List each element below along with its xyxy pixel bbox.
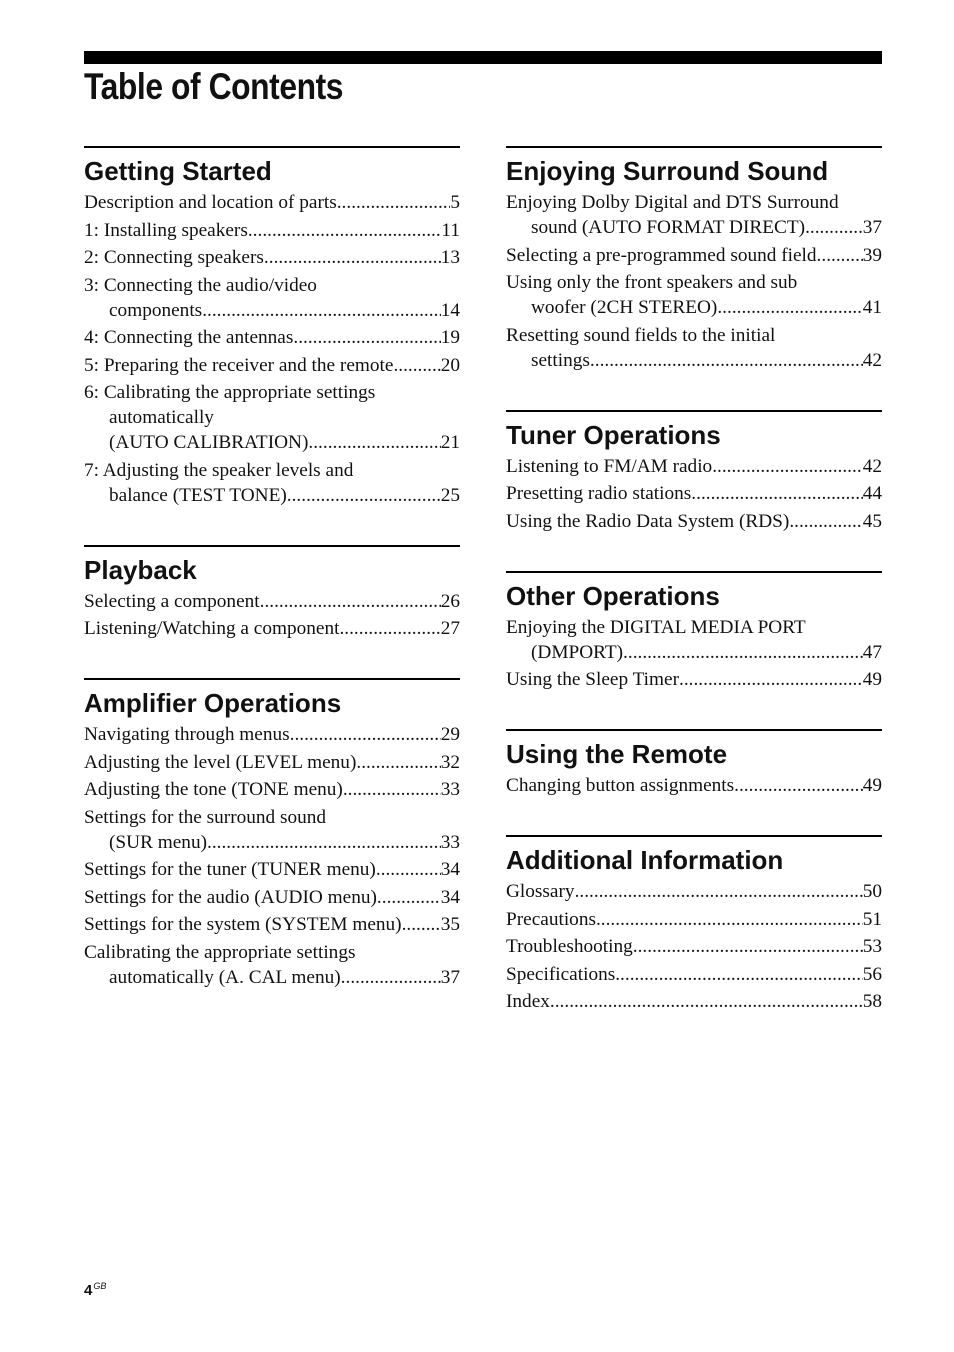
- toc-entry-text: Resetting sound fields to the initial: [506, 324, 776, 346]
- toc-entry-page: 14: [440, 299, 460, 321]
- toc-entry-page: 44: [862, 483, 882, 504]
- dot-leader: [308, 430, 440, 455]
- toc-entry-page: 20: [440, 354, 460, 376]
- dot-leader: [356, 750, 440, 775]
- toc-entry-page: 49: [862, 775, 882, 796]
- toc-entry-line: [84, 218, 460, 243]
- toc-section-additional-information: [506, 835, 882, 1014]
- toc-column-right: [506, 146, 882, 1051]
- toc-entry-line: [84, 458, 460, 483]
- dot-leader: [717, 295, 862, 320]
- section-title: Enjoying Surround Sound: [506, 156, 829, 186]
- toc-entry-page: 26: [440, 590, 460, 612]
- toc-entry[interactable]: [506, 989, 882, 1014]
- toc-entry-text: Troubleshooting: [506, 936, 633, 957]
- dot-leader: [207, 830, 441, 855]
- toc-entry-text: Settings for the tuner (TUNER menu): [84, 859, 376, 880]
- toc-entry-page: 47: [862, 641, 882, 663]
- toc-entry-text: Navigating through menus: [84, 724, 290, 745]
- toc-entry[interactable]: [506, 454, 882, 479]
- toc-entry[interactable]: [506, 243, 882, 268]
- toc-entry-line: [84, 912, 460, 937]
- toc-entry-text: (SUR menu): [109, 831, 208, 853]
- toc-entry-text: Index: [506, 991, 550, 1012]
- toc-entry[interactable]: [84, 722, 460, 747]
- toc-section-tuner-operations: [506, 410, 882, 534]
- toc-entry-list: [84, 589, 460, 642]
- toc-entry-line: [506, 615, 882, 640]
- dot-leader: [575, 879, 863, 904]
- toc-entry[interactable]: [506, 509, 882, 534]
- toc-entry-line: [506, 215, 882, 240]
- toc-entry-text: Settings for the system (SYSTEM menu): [84, 914, 402, 935]
- dot-leader: [393, 353, 440, 378]
- toc-entry-text: woofer (2CH STEREO): [531, 297, 718, 318]
- toc-entry-list: [506, 773, 882, 798]
- toc-entry-text: (DMPORT): [531, 641, 624, 663]
- toc-entry-page: 37: [862, 217, 882, 238]
- dot-leader: [789, 509, 862, 534]
- dot-leader: [202, 298, 441, 323]
- toc-entry[interactable]: [84, 325, 460, 350]
- dot-leader: [343, 777, 441, 802]
- toc-entry[interactable]: [84, 273, 460, 323]
- toc-entry-list: [84, 722, 460, 990]
- toc-entry[interactable]: [84, 380, 460, 455]
- dot-leader: [341, 965, 441, 990]
- toc-entry[interactable]: [506, 270, 882, 320]
- section-title: Getting Started: [84, 156, 272, 186]
- toc-entry-line: [84, 777, 460, 802]
- toc-entry-page: 19: [440, 327, 460, 348]
- toc-entry-text: 4: Connecting the antennas: [84, 327, 294, 348]
- toc-entry[interactable]: [84, 777, 460, 802]
- toc-entry-line: [506, 934, 882, 959]
- toc-entry-page: 41: [862, 297, 882, 318]
- toc-entry-line: [506, 190, 882, 215]
- toc-entry-line: [506, 962, 882, 987]
- dot-leader: [293, 325, 440, 350]
- toc-entry-text: Selecting a pre-programmed sound field: [506, 244, 817, 266]
- toc-section-playback: [84, 545, 460, 642]
- toc-entry-text: 3: Connecting the audio/video: [84, 274, 317, 296]
- toc-entry-page: 13: [440, 247, 460, 268]
- toc-entry-text: 7: Adjusting the speaker levels and: [84, 459, 354, 481]
- toc-entry-list: [506, 454, 882, 534]
- toc-entry-text: 6: Calibrating the appropriate settings: [84, 382, 376, 403]
- toc-entry-page: 25: [440, 484, 460, 506]
- dot-leader: [633, 934, 863, 959]
- toc-entry[interactable]: [506, 323, 882, 373]
- toc-entry-text: components: [109, 299, 203, 321]
- dot-leader: [287, 483, 441, 508]
- toc-entry-text: Settings for the audio (AUDIO menu): [84, 886, 377, 908]
- toc-entry-text: Enjoying Dolby Digital and DTS Surround: [506, 192, 839, 213]
- toc-entry-text: 1: Installing speakers: [84, 219, 248, 241]
- toc-entry-page: 45: [862, 510, 882, 532]
- toc-entry-line: [506, 243, 882, 268]
- toc-entry-text: Specifications: [506, 963, 616, 985]
- toc-entry-page: 39: [862, 244, 882, 266]
- toc-entry-line: [84, 589, 460, 614]
- toc-entry[interactable]: [506, 962, 882, 987]
- dot-leader: [248, 218, 442, 243]
- toc-entry-text: Enjoying the DIGITAL MEDIA PORT: [506, 616, 806, 638]
- toc-entry-line: [84, 405, 460, 430]
- toc-entry-text: Using the Radio Data System (RDS): [506, 510, 790, 532]
- toc-entry[interactable]: [84, 940, 460, 990]
- toc-entry-list: [506, 190, 882, 373]
- section-title: Other Operations: [506, 580, 720, 611]
- toc-entry-line: [84, 722, 460, 747]
- toc-entry-line: [84, 940, 460, 965]
- toc-entry-line: [84, 885, 460, 910]
- toc-entry-line: [506, 481, 882, 506]
- toc-entry-list: [506, 879, 882, 1014]
- toc-entry-line: [506, 879, 882, 904]
- toc-entry[interactable]: [84, 353, 460, 378]
- dot-leader: [623, 640, 863, 665]
- toc-entry-line: [84, 805, 460, 830]
- toc-entry[interactable]: [506, 907, 882, 932]
- toc-entry-text: Description and location of parts: [84, 192, 337, 213]
- toc-entry[interactable]: [84, 750, 460, 775]
- toc-entry-line: [84, 353, 460, 378]
- toc-entry-page: 34: [440, 859, 460, 880]
- section-title: Additional Information: [506, 845, 784, 875]
- toc-section-enjoying-surround-sound: [506, 146, 882, 373]
- toc-entry-text: sound (AUTO FORMAT DIRECT): [531, 217, 806, 238]
- toc-entry-text: automatically (A. CAL menu): [109, 966, 341, 988]
- toc-entry-line: [506, 640, 882, 665]
- section-title: Tuner Operations: [506, 419, 721, 450]
- dot-leader: [691, 481, 862, 506]
- toc-entry-line: [506, 509, 882, 534]
- dot-leader: [596, 907, 863, 932]
- toc-entry-line: [506, 348, 882, 373]
- toc-section-using-the-remote: [506, 729, 882, 798]
- toc-entry-text: Using the Sleep Timer: [506, 669, 680, 690]
- toc-entry-text: Calibrating the appropriate settings: [84, 941, 356, 963]
- toc-entry-page: 33: [440, 831, 460, 853]
- toc-entry-page: 32: [440, 751, 460, 773]
- toc-entry-page: 34: [440, 886, 460, 908]
- toc-entry-page: 29: [440, 724, 460, 745]
- page-title: Table of Contents: [84, 66, 344, 107]
- section-title: Using the Remote: [506, 739, 728, 769]
- toc-entry-text: Presetting radio stations: [506, 483, 692, 504]
- toc-entry-line: [84, 298, 460, 323]
- toc-entry-line: [84, 616, 460, 641]
- dot-leader: [734, 773, 863, 798]
- dot-leader: [817, 243, 863, 268]
- toc-entry-line: [84, 830, 460, 855]
- toc-entry[interactable]: [84, 857, 460, 882]
- toc-entry-line: [84, 857, 460, 882]
- toc-entry[interactable]: [84, 589, 460, 614]
- toc-entry-text: 2: Connecting speakers: [84, 247, 264, 268]
- toc-entry-line: [506, 295, 882, 320]
- page-number-value: 4: [84, 1282, 93, 1299]
- toc-entry[interactable]: [506, 879, 882, 904]
- dot-leader: [264, 245, 441, 270]
- toc-entry-page: 27: [440, 618, 460, 639]
- toc-entry-line: [84, 430, 460, 455]
- toc-entry-line: [84, 380, 460, 405]
- toc-entry-text: Changing button assignments: [506, 775, 735, 796]
- toc-entry[interactable]: [84, 912, 460, 937]
- toc-entry[interactable]: [84, 885, 460, 910]
- toc-entry-page: 33: [440, 779, 460, 800]
- toc-entry-line: [84, 273, 460, 298]
- toc-entry-line: [506, 773, 882, 798]
- page-number-suffix: GB: [93, 1281, 107, 1291]
- toc-entry-list: [506, 615, 882, 693]
- toc-entry-line: [84, 245, 460, 270]
- toc-entry[interactable]: [84, 218, 460, 243]
- toc-entry-line: [84, 190, 460, 215]
- toc-entry[interactable]: [506, 934, 882, 959]
- dot-leader: [290, 722, 441, 747]
- toc-entry[interactable]: [84, 805, 460, 855]
- toc-section-getting-started: [84, 146, 460, 508]
- toc-entry-list: [84, 190, 460, 508]
- dot-leader: [615, 962, 862, 987]
- toc-entry-text: balance (TEST TONE): [109, 484, 287, 506]
- toc-section-other-operations: [506, 571, 882, 693]
- toc-entry-page: 58: [862, 991, 882, 1012]
- toc-entry-page: 49: [862, 669, 882, 690]
- dot-leader: [376, 857, 441, 882]
- toc-entry-text: Adjusting the tone (TONE menu): [84, 779, 343, 800]
- toc-entry-text: Adjusting the level (LEVEL menu): [84, 751, 357, 773]
- dot-leader: [805, 215, 863, 240]
- dot-leader: [377, 885, 441, 910]
- toc-entry-text: Glossary: [506, 881, 575, 902]
- toc-entry-page: 11: [441, 219, 460, 241]
- toc-entry-page: 42: [862, 455, 882, 477]
- toc-entry[interactable]: [506, 667, 882, 692]
- page-number: [84, 1281, 106, 1299]
- toc-entry-text: Precautions: [506, 908, 596, 930]
- section-title: Playback: [84, 554, 197, 585]
- toc-entry[interactable]: [506, 615, 882, 665]
- toc-entry-line: [506, 323, 882, 348]
- dot-leader: [679, 667, 863, 692]
- toc-entry-line: [84, 483, 460, 508]
- toc-entry-page: 37: [440, 966, 460, 988]
- toc-entry[interactable]: [84, 458, 460, 508]
- dot-leader: [260, 589, 441, 614]
- toc-entry-line: [506, 907, 882, 932]
- dot-leader: [402, 912, 441, 937]
- toc-entry[interactable]: [84, 190, 460, 215]
- toc-entry[interactable]: [84, 616, 460, 641]
- toc-entry-line: [506, 454, 882, 479]
- toc-entry-page: 21: [440, 432, 460, 453]
- toc-entry-page: 53: [862, 936, 882, 957]
- toc-entry-text: (AUTO CALIBRATION): [109, 432, 309, 453]
- toc-entry-line: [84, 965, 460, 990]
- toc-entry-line: [506, 989, 882, 1014]
- toc-entry-text: 5: Preparing the receiver and the remote: [84, 354, 394, 376]
- toc-entry-text: Selecting a component: [84, 590, 260, 612]
- toc-entry[interactable]: [506, 190, 882, 240]
- toc-entry-text: Settings for the surround sound: [84, 806, 327, 828]
- toc-entry-page: 35: [440, 914, 460, 935]
- toc-entry-line: [84, 750, 460, 775]
- toc-entry-page: 5: [450, 192, 460, 213]
- dot-leader: [339, 616, 440, 641]
- toc-entry-page: 42: [862, 349, 882, 371]
- dot-leader: [590, 348, 863, 373]
- toc-entry[interactable]: [84, 245, 460, 270]
- toc-entry-text: Listening/Watching a component: [84, 618, 340, 639]
- toc-entry-text: Listening to FM/AM radio: [506, 455, 713, 477]
- toc-entry[interactable]: [506, 481, 882, 506]
- dot-leader: [712, 454, 863, 479]
- toc-entry-page: 50: [862, 881, 882, 902]
- dot-leader: [550, 989, 863, 1014]
- toc-entry-text: automatically: [109, 407, 214, 428]
- header-rule: [84, 51, 882, 64]
- toc-entry-page: 51: [862, 908, 882, 930]
- toc-section-amplifier-operations: [84, 678, 460, 990]
- toc-entry-page: 56: [862, 963, 882, 985]
- toc-entry-line: [506, 667, 882, 692]
- dot-leader: [337, 190, 451, 215]
- toc-entry-text: settings: [531, 349, 590, 371]
- toc-entry-text: Using only the front speakers and sub: [506, 272, 798, 293]
- toc-entry-line: [84, 325, 460, 350]
- toc-entry-line: [506, 270, 882, 295]
- toc-entry[interactable]: [506, 773, 882, 798]
- section-title: Amplifier Operations: [84, 688, 342, 718]
- toc-column-left: [84, 146, 460, 1027]
